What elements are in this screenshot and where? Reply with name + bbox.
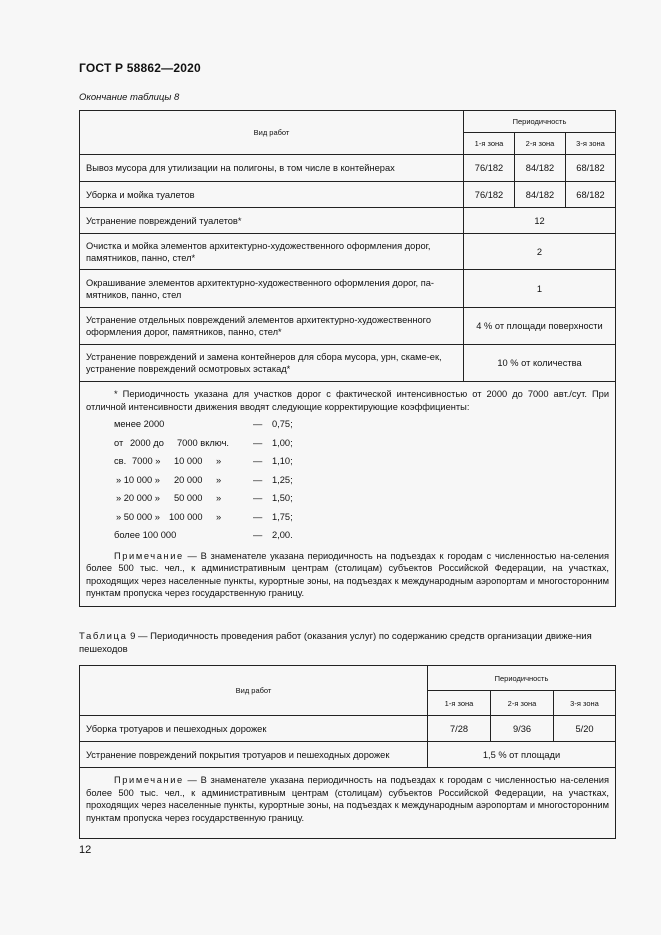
- coefficient-row: » 10 000 » 20 000 » — 1,25;: [116, 474, 293, 485]
- table8-cell-work: Устранение отдельных повреждений элементов архитектурно-художественного оформления дорог, памятников, панно, стел*: [80, 308, 464, 345]
- document-title: ГОСТ Р 58862—2020: [79, 61, 201, 75]
- table9-header-work: Вид работ: [80, 666, 428, 716]
- table8-cell-work: Очистка и мойка элементов архитектурно-художественного оформления дорог, памятников, панно, стел*: [80, 234, 464, 270]
- table8-header-zone1: 1-я зона: [464, 133, 515, 155]
- table8-footnote: * Периодичность указана для участков дорог с фактической интенсивностью от 2000 до 7000 авт./сут. При отличной интенсивности движения вводят следующие корректирующие коэффициенты:: [86, 389, 610, 412]
- table9-header-zone3: 3-я зона: [554, 691, 616, 716]
- table-row: [80, 182, 616, 208]
- table8-cell-zone3: 68/182: [566, 182, 616, 208]
- table8-cell-periodicity: 12: [464, 208, 616, 234]
- table8-cell-work: Устранение повреждений и замена контейнеров для сбора мусора, урн, скаме-ек, устранение повреждений осмотровых эстакад*: [80, 345, 464, 382]
- coefficient-row: от 2000 до 7000 включ. — 1,00;: [114, 437, 293, 448]
- table9-cell-zone1: 7/28: [428, 716, 491, 742]
- table-row: [80, 270, 616, 308]
- coefficient-row: более 100 000 — 2,00.: [114, 530, 293, 540]
- coefficient-row: св. 7000 » 10 000 » — 1,10;: [114, 456, 293, 466]
- table8-cell-work: Вывоз мусора для утилизации на полигоны, в том числе в контейнерах: [80, 155, 464, 182]
- coefficient-row: » 20 000 » 50 000 » — 1,50;: [116, 493, 293, 503]
- table8-header-zone2: 2-я зона: [515, 133, 566, 155]
- table9-cell-zone3: 5/20: [554, 716, 616, 742]
- table9-cell-zone2: 9/36: [491, 716, 554, 742]
- table8-cell-periodicity: 2: [464, 234, 616, 270]
- table8-header-periodicity: Периодичность: [464, 111, 616, 133]
- table8-cell-zone1: 76/182: [464, 182, 515, 208]
- table8-cell-zone1: 76/182: [464, 155, 515, 182]
- table8-caption: Окончание таблицы 8: [79, 92, 180, 103]
- table-row: [80, 155, 616, 182]
- table9-note: Примечание — В знаменателе указана периодичность на подъездах к городам с численностью на-селения более 500 тыс. чел., к административным центрам (столицам) субъектов Российской Федерации, на участках, проходящих через населенные пункты, курортные зоны, на подъездах к международным аэропортам и многосторонним пунктам пропуска через государственную границу.: [86, 775, 610, 823]
- table9: [79, 665, 616, 839]
- table8-header-zone3: 3-я зона: [566, 133, 616, 155]
- table8-cell-work: Устранение повреждений туалетов*: [80, 208, 464, 234]
- coefficient-row: менее 2000 — 0,75;: [114, 419, 293, 429]
- table8-cell-periodicity: 4 % от площади поверхности: [464, 308, 616, 345]
- table-row: [80, 345, 616, 382]
- table9-caption: Таблица 9 — Периодичность проведения работ (оказания услуг) по содержанию средств организации движе-ния пешеходов: [79, 631, 592, 655]
- table-row: [80, 716, 616, 742]
- table8: [79, 110, 616, 607]
- table-row: [80, 234, 616, 270]
- table9-cell-work: Устранение повреждений покрытия тротуаров и пешеходных дорожек: [80, 742, 428, 768]
- table9-header-periodicity: Периодичность: [428, 666, 616, 691]
- coefficient-list: [86, 417, 609, 547]
- table9-cell-periodicity: 1,5 % от площади: [428, 742, 616, 768]
- table8-cell-zone2: 84/182: [515, 182, 566, 208]
- table9-header-zone1: 1-я зона: [428, 691, 491, 716]
- table8-cell-periodicity: 10 % от количества: [464, 345, 616, 382]
- table9-header-zone2: 2-я зона: [491, 691, 554, 716]
- table9-note-row: [80, 768, 616, 839]
- page-number: 12: [79, 844, 92, 856]
- table-row: [80, 742, 616, 768]
- table8-cell-work: Окрашивание элементов архитектурно-художественного оформления дорог, па-мятников, панно, стел: [80, 270, 464, 308]
- table8-cell-work: Уборка и мойка туалетов: [80, 182, 464, 208]
- table8-note: Примечание — В знаменателе указана периодичность на подъездах к городам с численностью на-селения более 500 тыс. чел., к административным центрам (столицам) субъектов Российской Федерации, на участках, проходящих через населенные пункты, курортные зоны, на подъездах к международным аэропортам и многосторонним пунктам пропуска через государственную границу.: [86, 550, 610, 598]
- table8-cell-zone3: 68/182: [566, 155, 616, 182]
- table8-footnote-row: [80, 382, 616, 607]
- table-row: [80, 308, 616, 345]
- table-row: [80, 208, 616, 234]
- table9-cell-work: Уборка тротуаров и пешеходных дорожек: [80, 716, 428, 742]
- table8-cell-zone2: 84/182: [515, 155, 566, 182]
- table8-cell-periodicity: 1: [464, 270, 616, 308]
- coefficient-row: » 50 000 » 100 000 » — 1,75;: [116, 511, 293, 522]
- table8-header-work: Вид работ: [80, 111, 464, 155]
